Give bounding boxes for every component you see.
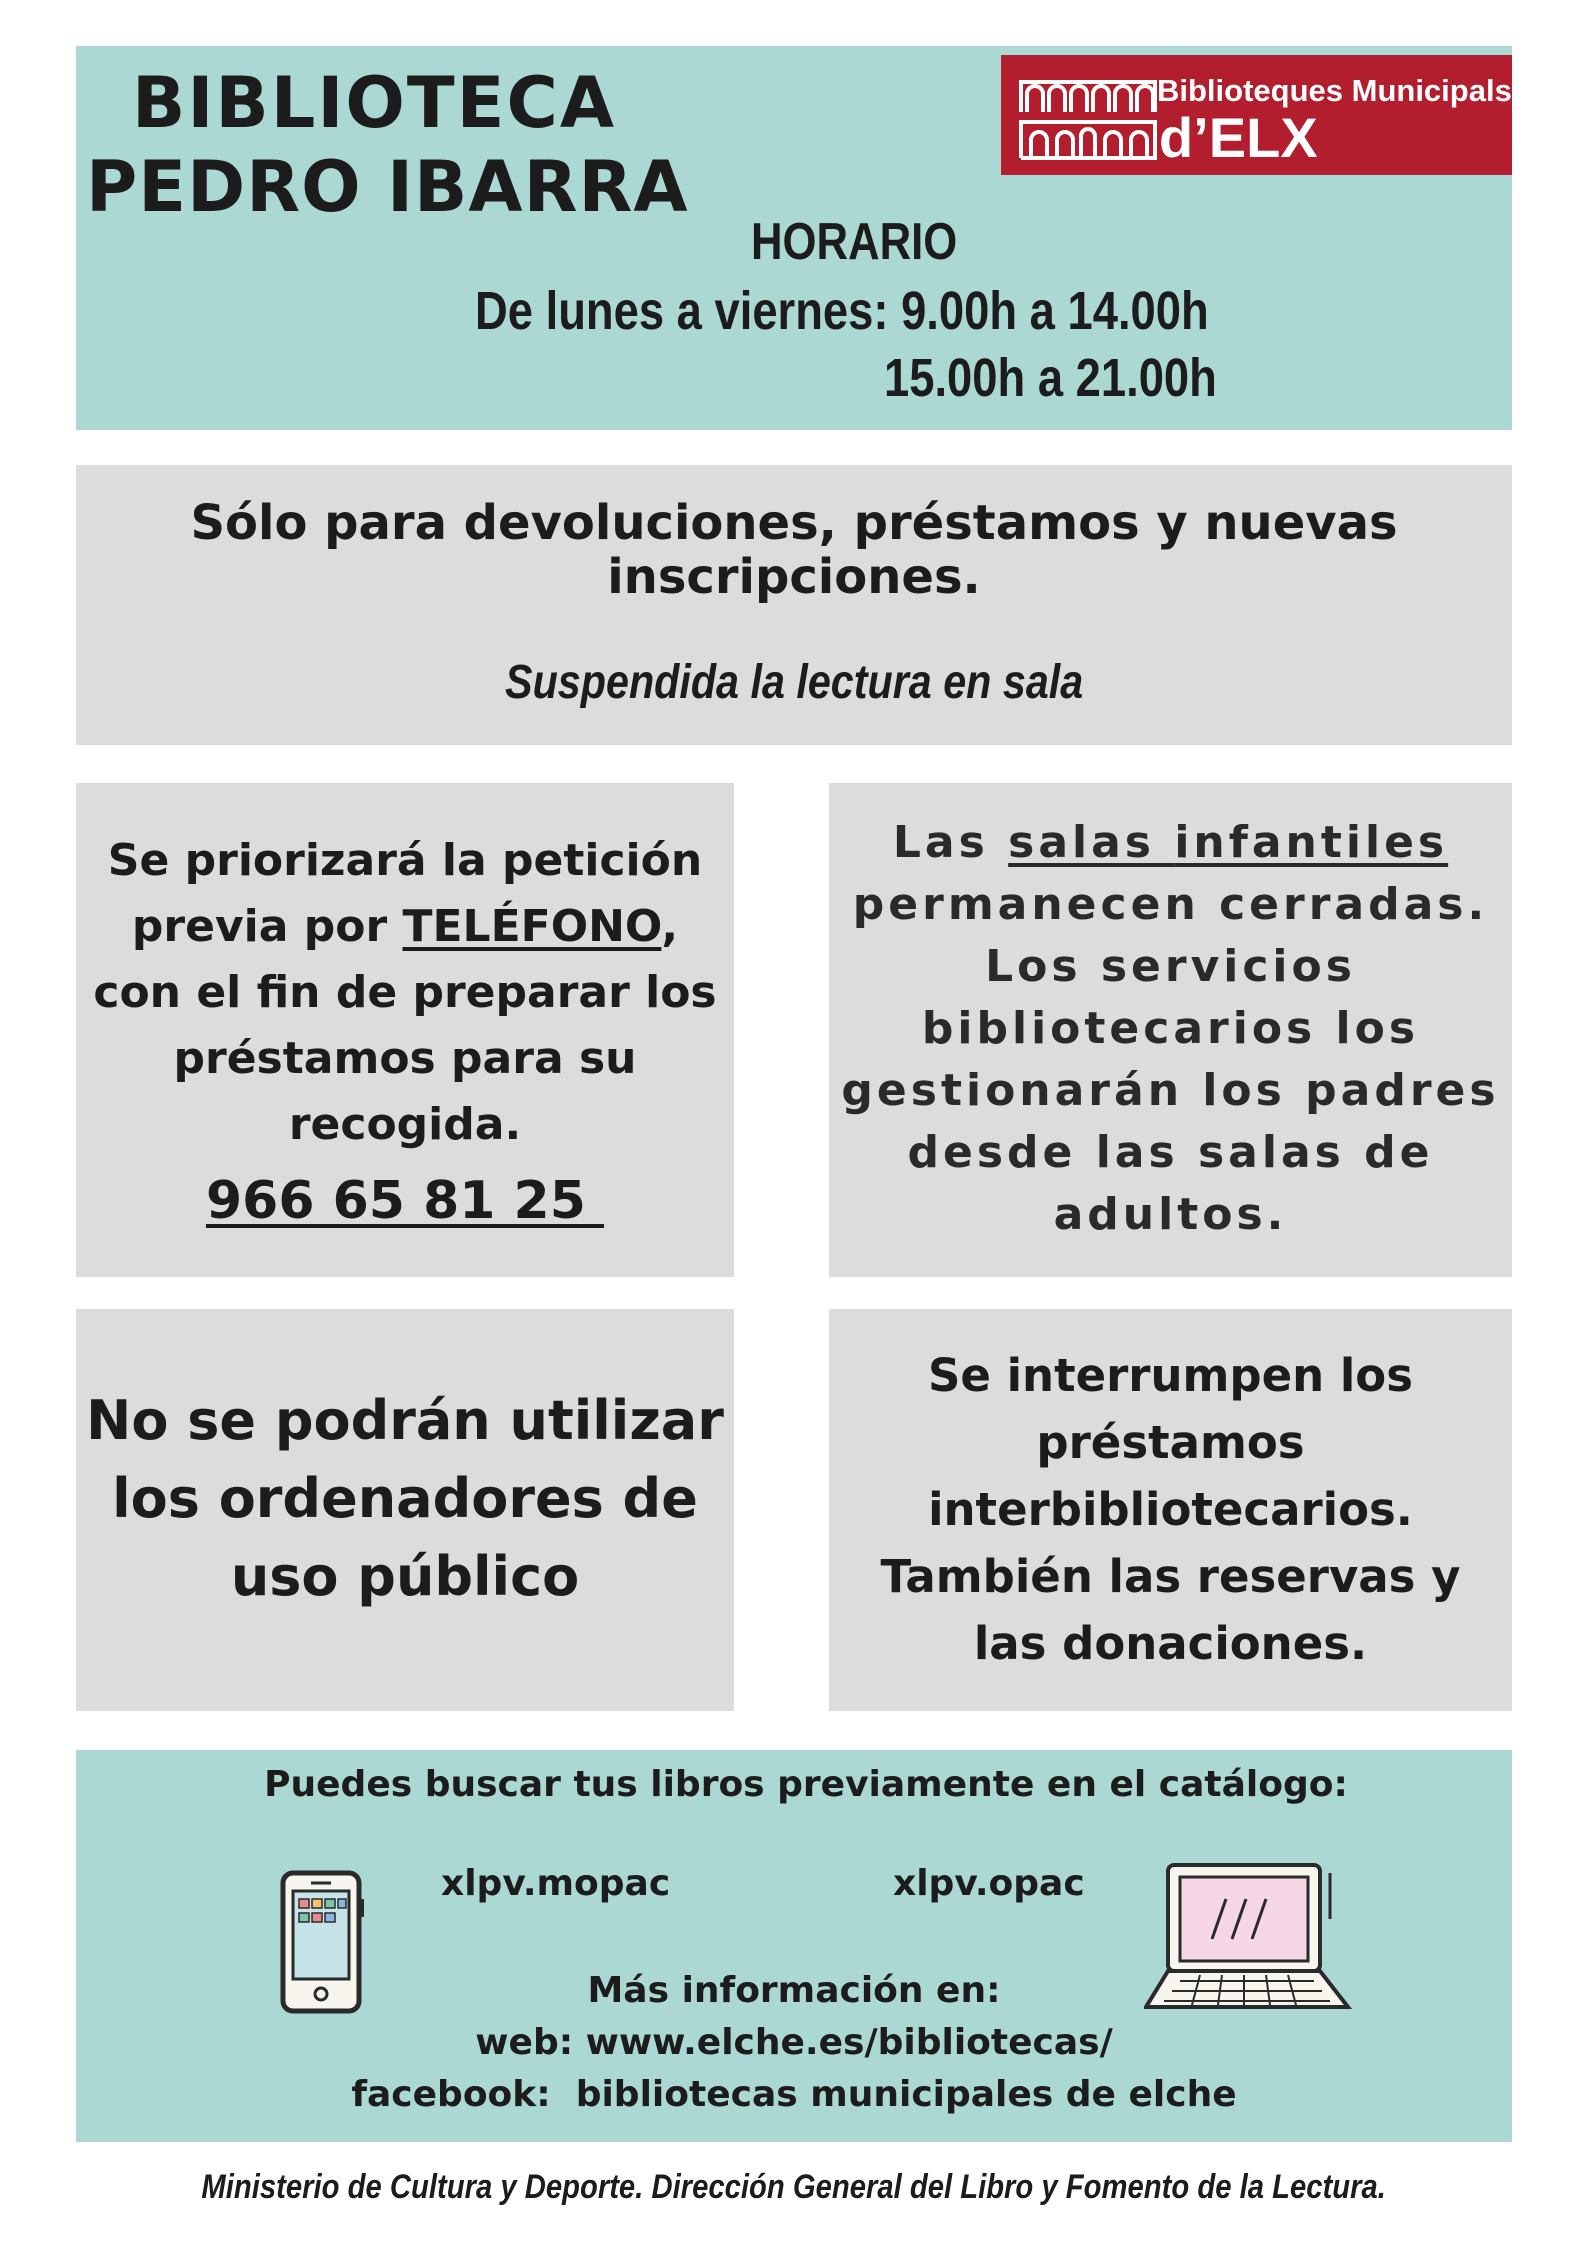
notice-line2: inscripciones. (607, 549, 981, 605)
kids-box-line5: gestionarán los padres (841, 1065, 1500, 1116)
loans-line1: Se interrumpen los (928, 1349, 1413, 1402)
catalog-heading: Puedes buscar tus libros previamente en el catálogo: (264, 1764, 1348, 1805)
kids-box-line7: adultos. (1053, 1189, 1288, 1240)
schedule-label: HORARIO (751, 213, 958, 271)
logo-text-top: Biblioteques Municipals (1157, 73, 1512, 108)
library-title-line1: BIBLIOTECA (132, 62, 617, 144)
phone-box-line3: con el fin de preparar los (93, 967, 717, 1018)
telefono-link[interactable]: TELÉFONO (402, 901, 662, 952)
arches-logo-icon (1013, 60, 1163, 170)
notice-italic: Suspendida la lectura en sala (504, 656, 1084, 709)
loans-panel (829, 1309, 1512, 1711)
opac-link[interactable]: xlpv.opac (893, 1863, 1085, 1904)
loans-line5: las donaciones. (973, 1617, 1368, 1670)
phone-box-line2-post: , (661, 901, 679, 952)
catalog-panel (76, 1750, 1512, 2142)
computers-line3: uso público (230, 1545, 580, 1608)
kids-rooms-panel (829, 783, 1512, 1277)
web-link[interactable]: web: www.elche.es/bibliotecas/ (475, 2022, 1113, 2063)
logo-text-bottom: d’ELX (1159, 106, 1318, 169)
phone-number-wrap (76, 1171, 734, 1231)
footer-wrap (0, 2168, 1587, 2207)
loans-line4: También las reservas y (880, 1550, 1461, 1603)
logo (1001, 55, 1512, 175)
schedule-line1: De lunes a viernes: 9.00h a 14.00h (475, 281, 1209, 341)
header-panel (76, 46, 1512, 430)
kids-box-line3: Los servicios (985, 941, 1356, 992)
salas-link[interactable]: salas (1008, 817, 1175, 868)
kids-box-line6: desde las salas de (907, 1127, 1434, 1178)
phone-box-line1: Se priorizará la petición (107, 835, 703, 886)
schedule-line2: 15.00h a 21.00h (884, 348, 1217, 408)
loans-line3: interbibliotecarios. (928, 1483, 1413, 1536)
infantiles-link[interactable]: infantiles (1174, 817, 1449, 868)
phone-box-line4: préstamos para su (173, 1033, 637, 1084)
phone-number[interactable]: 966 65 81 25 (205, 1171, 605, 1231)
service-notice-panel (76, 465, 1512, 745)
computers-line1: No se podrán utilizar (86, 1389, 724, 1452)
kids-box-line1-pre: Las (892, 817, 1009, 868)
more-info-label: Más información en: (587, 1970, 1001, 2011)
notice-line1: Sólo para devoluciones, préstamos y nuevas (190, 495, 1398, 551)
phone-request-panel (76, 783, 734, 1277)
kids-box-line2: permanecen cerradas. (852, 879, 1489, 930)
loans-line2: préstamos (1036, 1416, 1305, 1469)
footer-text: Ministerio de Cultura y Deporte. Dirección General del Libro y Fomento de la Lectura. (201, 2168, 1386, 2206)
facebook-link[interactable]: facebook: bibliotecas municipales de elche (351, 2074, 1237, 2115)
phone-box-line2 (76, 901, 734, 952)
kids-box-line1 (829, 817, 1512, 868)
kids-box-line4: bibliotecarios los (921, 1003, 1420, 1054)
mopac-link[interactable]: xlpv.mopac (441, 1863, 671, 1904)
library-title-line2: PEDRO IBARRA (86, 146, 689, 228)
computers-panel (76, 1309, 734, 1711)
computers-line2: los ordenadores de (112, 1467, 698, 1530)
phone-box-line5: recogida. (288, 1099, 522, 1150)
phone-box-line2-pre: previa por (131, 901, 403, 952)
notice-italic-wrap (76, 655, 1512, 710)
